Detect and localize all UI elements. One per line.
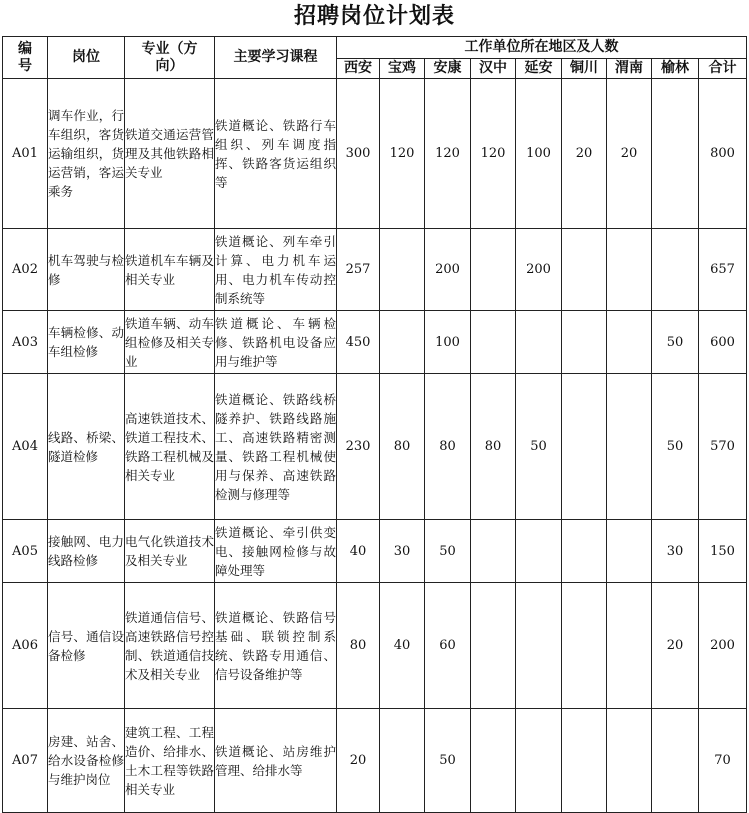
count-cell: 40 xyxy=(380,583,425,709)
count-cell xyxy=(562,374,607,520)
header-major: 专业（方向） xyxy=(125,37,215,79)
header-position: 岗位 xyxy=(48,37,125,79)
count-cell xyxy=(607,520,652,583)
count-cell xyxy=(516,709,562,813)
count-cell: 80 xyxy=(337,583,380,709)
header-region: 铜川 xyxy=(562,59,607,79)
count-cell xyxy=(516,520,562,583)
count-cell: 450 xyxy=(337,311,380,374)
table-row xyxy=(3,229,747,311)
header-code: 编号 xyxy=(3,37,48,79)
row-code: A01 xyxy=(3,79,48,229)
total-cell: 570 xyxy=(699,374,747,520)
row-position: 机车驾驶与检修 xyxy=(48,229,125,311)
header-region-group: 工作单位所在地区及人数 xyxy=(337,37,747,59)
table-row xyxy=(3,374,747,520)
count-cell: 100 xyxy=(425,311,471,374)
count-cell xyxy=(562,229,607,311)
row-code: A03 xyxy=(3,311,48,374)
total-cell: 200 xyxy=(699,583,747,709)
row-major: 电气化铁道技术及相关专业 xyxy=(125,520,215,583)
count-cell xyxy=(562,520,607,583)
count-cell xyxy=(471,311,516,374)
count-cell xyxy=(562,311,607,374)
row-courses: 铁道概论、车辆检修、铁路机电设备应用与维护等 xyxy=(215,311,337,374)
count-cell: 50 xyxy=(652,374,699,520)
row-code: A07 xyxy=(3,709,48,813)
row-position: 线路、桥梁、隧道检修 xyxy=(48,374,125,520)
count-cell: 50 xyxy=(516,374,562,520)
count-cell xyxy=(516,311,562,374)
row-major: 高速铁道技术、铁道工程技术、铁路工程机械及相关专业 xyxy=(125,374,215,520)
table-row xyxy=(3,311,747,374)
count-cell xyxy=(607,583,652,709)
count-cell xyxy=(652,709,699,813)
row-position: 接触网、电力线路检修 xyxy=(48,520,125,583)
row-major: 铁道机车车辆及相关专业 xyxy=(125,229,215,311)
count-cell: 20 xyxy=(562,79,607,229)
row-courses: 铁道概论、铁路线桥隧养护、铁路线路施工、高速铁路精密测量、铁路工程机械使用与保养、高速铁路检测与修理等 xyxy=(215,374,337,520)
header-region: 宝鸡 xyxy=(380,59,425,79)
count-cell: 80 xyxy=(380,374,425,520)
count-cell xyxy=(380,229,425,311)
count-cell: 230 xyxy=(337,374,380,520)
count-cell xyxy=(380,709,425,813)
count-cell: 120 xyxy=(380,79,425,229)
row-code: A06 xyxy=(3,583,48,709)
row-courses: 铁道概论、铁路行车组织、列车调度指挥、铁路客货运组织等 xyxy=(215,79,337,229)
count-cell xyxy=(380,311,425,374)
header-region-total: 合计 xyxy=(699,59,747,79)
header-region: 延安 xyxy=(516,59,562,79)
row-major: 建筑工程、工程造价、给排水、土木工程等铁路相关专业 xyxy=(125,709,215,813)
count-cell: 120 xyxy=(471,79,516,229)
row-courses: 铁道概论、牵引供变电、接触网检修与故障处理等 xyxy=(215,520,337,583)
count-cell xyxy=(471,520,516,583)
total-cell: 150 xyxy=(699,520,747,583)
row-code: A02 xyxy=(3,229,48,311)
count-cell: 80 xyxy=(471,374,516,520)
row-courses: 铁道概论、站房维护管理、给排水等 xyxy=(215,709,337,813)
count-cell: 120 xyxy=(425,79,471,229)
count-cell: 257 xyxy=(337,229,380,311)
row-code: A05 xyxy=(3,520,48,583)
count-cell xyxy=(471,583,516,709)
row-major: 铁道通信信号、高速铁路信号控制、铁道通信技术及相关专业 xyxy=(125,583,215,709)
count-cell: 30 xyxy=(652,520,699,583)
count-cell xyxy=(607,374,652,520)
count-cell: 80 xyxy=(425,374,471,520)
page-title: 招聘岗位计划表 xyxy=(293,4,455,29)
count-cell: 20 xyxy=(337,709,380,813)
row-position: 信号、通信设备检修 xyxy=(48,583,125,709)
total-cell: 657 xyxy=(699,229,747,311)
row-major: 铁道车辆、动车组检修及相关专业 xyxy=(125,311,215,374)
count-cell: 40 xyxy=(337,520,380,583)
total-cell: 800 xyxy=(699,79,747,229)
count-cell xyxy=(562,583,607,709)
table-row xyxy=(3,79,747,229)
count-cell xyxy=(607,229,652,311)
header-courses: 主要学习课程 xyxy=(215,37,337,79)
count-cell: 100 xyxy=(516,79,562,229)
row-position: 房建、站舍、给水设备检修与维护岗位 xyxy=(48,709,125,813)
count-cell: 30 xyxy=(380,520,425,583)
header-region: 渭南 xyxy=(607,59,652,79)
row-position: 调车作业，行车组织，客货运输组织，货运营销，客运乘务 xyxy=(48,79,125,229)
header-region: 安康 xyxy=(425,59,471,79)
table-row xyxy=(3,520,747,583)
row-major: 铁道交通运营管理及其他铁路相关专业 xyxy=(125,79,215,229)
header-region: 榆林 xyxy=(652,59,699,79)
count-cell: 200 xyxy=(516,229,562,311)
count-cell xyxy=(471,229,516,311)
recruitment-plan-table xyxy=(2,36,747,813)
row-position: 车辆检修、动车组检修 xyxy=(48,311,125,374)
count-cell xyxy=(562,709,607,813)
count-cell xyxy=(652,79,699,229)
count-cell: 50 xyxy=(652,311,699,374)
count-cell: 50 xyxy=(425,709,471,813)
row-code: A04 xyxy=(3,374,48,520)
count-cell xyxy=(652,229,699,311)
count-cell: 20 xyxy=(607,79,652,229)
count-cell: 20 xyxy=(652,583,699,709)
count-cell xyxy=(607,709,652,813)
row-courses: 铁道概论、列车牵引计算、电力机车运用、电力机车传动控制系统等 xyxy=(215,229,337,311)
table-row xyxy=(3,583,747,709)
header-region: 汉中 xyxy=(471,59,516,79)
header-region: 西安 xyxy=(337,59,380,79)
total-cell: 600 xyxy=(699,311,747,374)
count-cell xyxy=(516,583,562,709)
count-cell: 200 xyxy=(425,229,471,311)
table-row xyxy=(3,709,747,813)
count-cell: 50 xyxy=(425,520,471,583)
row-courses: 铁道概论、铁路信号基础、联锁控制系统、铁路专用通信、信号设备维护等 xyxy=(215,583,337,709)
count-cell xyxy=(607,311,652,374)
count-cell xyxy=(471,709,516,813)
total-cell: 70 xyxy=(699,709,747,813)
count-cell: 60 xyxy=(425,583,471,709)
count-cell: 300 xyxy=(337,79,380,229)
